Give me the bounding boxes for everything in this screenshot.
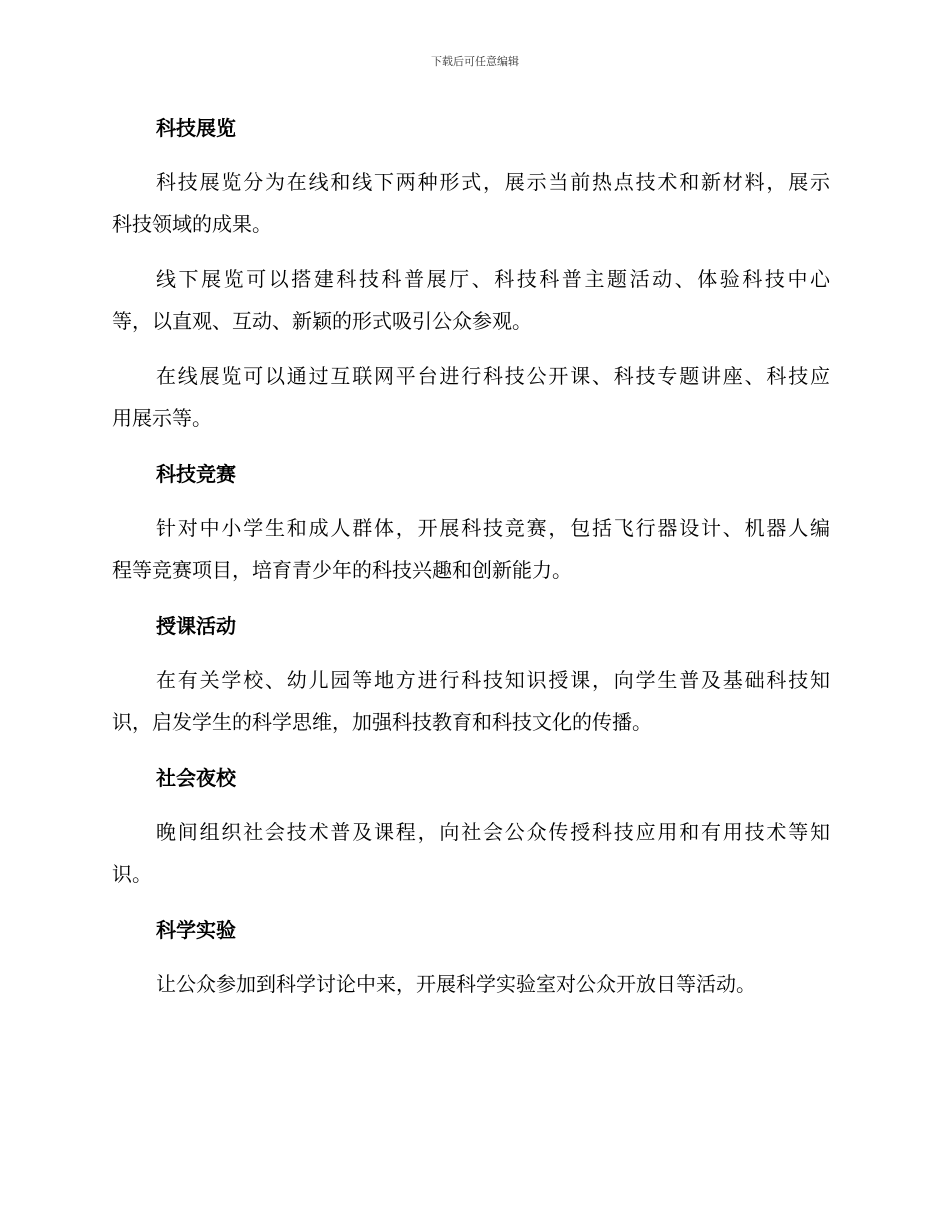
paragraph-line: 针对中小学生和成人群体，开展科技竞赛，包括飞行器设计、机器人编 [156,516,830,540]
paragraph [112,355,830,439]
paragraph-line: 在有关学校、幼儿园等地方进行科技知识授课，向学生普及基础科技知 [156,668,830,692]
paragraph-line: 用展示等。 [112,406,212,430]
paragraph-line: 科技领域的成果。 [112,212,272,236]
paragraph-line: 线下展览可以搭建科技科普展厅、科技科普主题活动、体验科技中心 [156,267,830,291]
paragraph [112,963,830,1005]
paragraph-line: 让公众参加到科学讨论中来，开展科学实验室对公众开放日等活动。 [156,972,756,996]
paragraph-line: 识，启发学生的科学思维，加强科技教育和科技文化的传播。 [112,710,652,734]
paragraph-line: 在线展览可以通过互联网平台进行科技公开课、科技专题讲座、科技应 [156,364,830,388]
paragraph [112,161,830,245]
section-heading: 社会夜校 [156,766,236,790]
paragraph-line: 程等竞赛项目，培育青少年的科技兴趣和创新能力。 [112,558,572,582]
section-heading: 科学实验 [156,918,236,942]
section-heading: 科技展览 [156,116,236,140]
paragraph [112,258,830,342]
paragraph-line: 晚间组织社会技术普及课程，向社会公众传授科技应用和有用技术等知 [156,820,830,844]
page-header: 下载后可任意编辑 [431,55,519,68]
paragraph-line: 识。 [112,862,152,886]
paragraph [112,811,830,895]
paragraph-line: 等，以直观、互动、新颖的形式吸引公众参观。 [112,309,532,333]
section-heading: 科技竞赛 [156,462,236,486]
paragraph [112,507,830,591]
section-heading: 授课活动 [156,614,236,638]
paragraph [112,659,830,743]
paragraph-line: 科技展览分为在线和线下两种形式，展示当前热点技术和新材料，展示 [156,170,830,194]
